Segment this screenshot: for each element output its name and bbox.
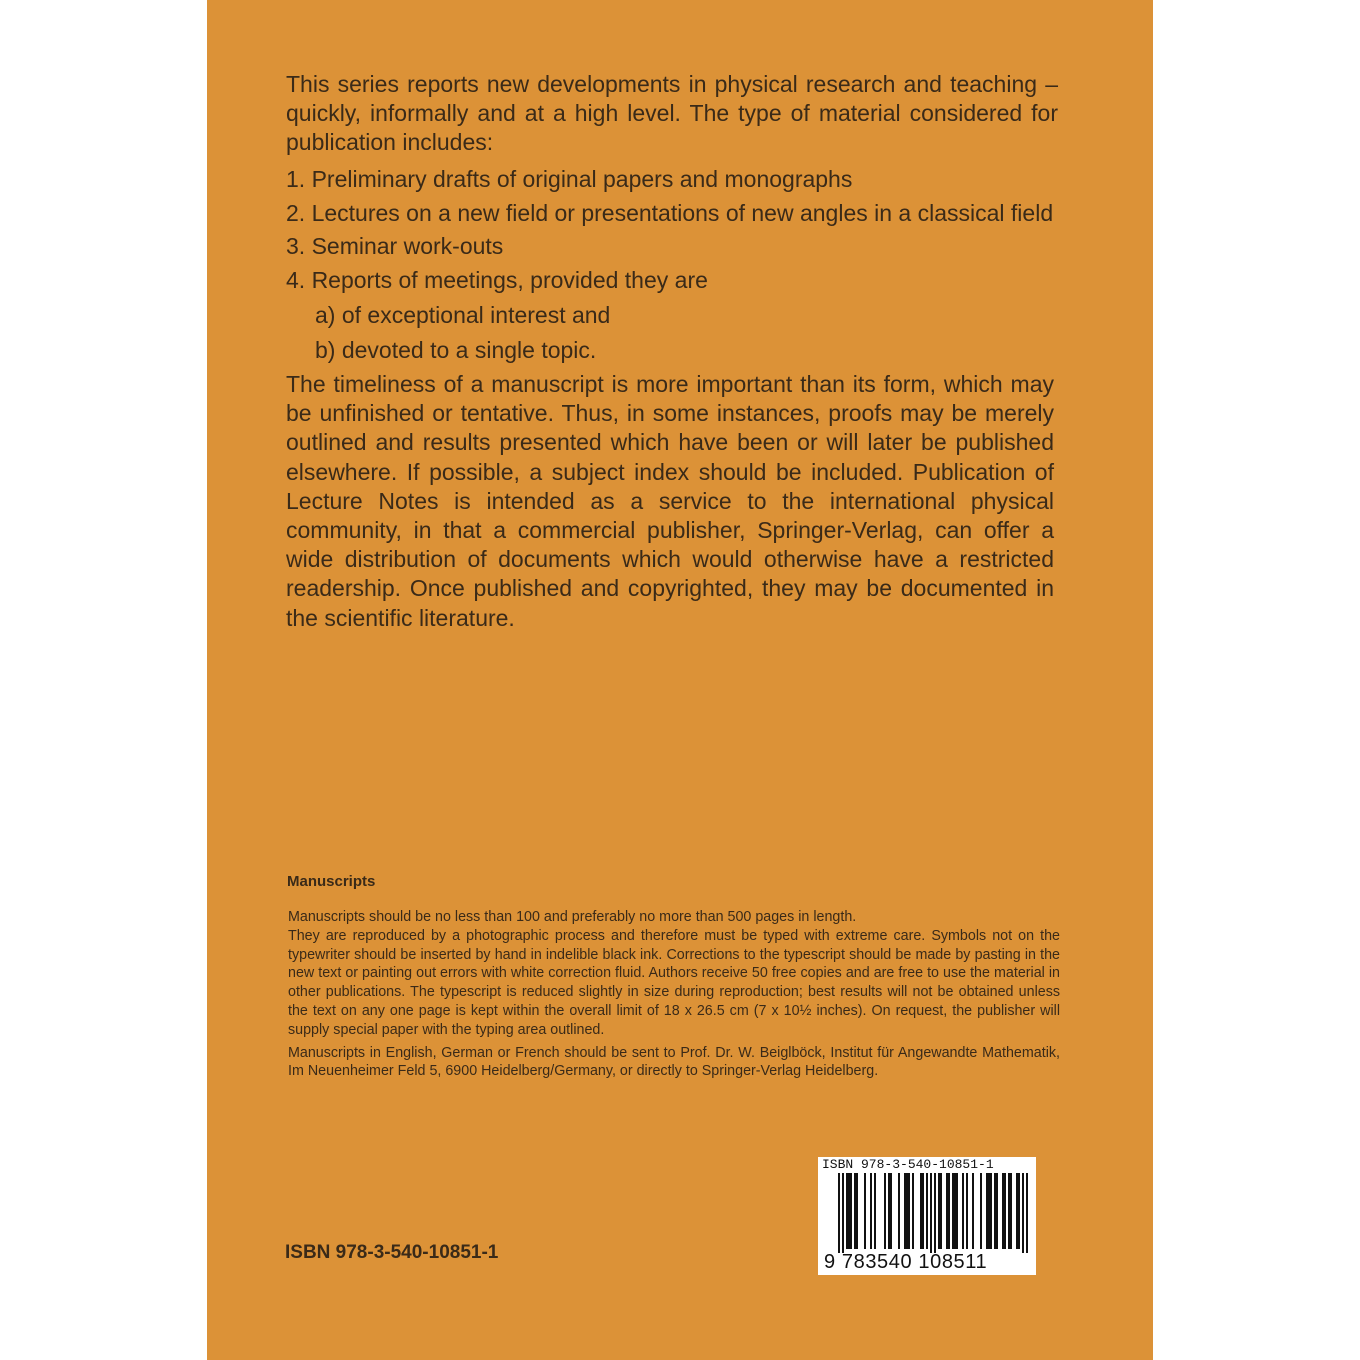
manuscripts-section <box>288 908 1060 1081</box>
barcode-bar <box>904 1173 910 1249</box>
manuscripts-typing-text: They are reproduced by a photographic process and therefore must be typed with extreme care. Symbols not on the typewriter should be inserted by hand in indelible black ink. Corrections to the typescript should be made by pasting in the new text or painting out errors with white correction fluid. Authors receive 50 free copies and are free to use the material in other publications. The typescript is reduced slightly in size during reproduction; best results will not be obtained unless the text on any one page is kept within the overall limit of 18 x 26.5 cm (7 x 10½ inches). On request, the publisher will supply special paper with the typing area outlined. <box>288 927 1060 1038</box>
intro-paragraph <box>286 70 1058 157</box>
barcode-bar <box>980 1173 982 1249</box>
barcode-digits: 9 783540 108511 <box>824 1251 988 1273</box>
body-text: The timeliness of a manuscript is more important than its form, which may be unfinished or tentative. Thus, in some instances, proofs may be merely outlined and results presented which have been or will later be published elsewhere. If possible, a subject index should be included. Publication of Lecture Notes is intended as a service to the international physical community, in that a commercial publisher, Springer-Verlag, can offer a wide distribution of documents which would otherwise have a restricted readership. Once published and copyrighted, they may be documented in the scientific literature. <box>286 371 1054 631</box>
barcode-bar <box>926 1173 928 1249</box>
barcode-bars <box>818 1173 1036 1253</box>
barcode-bar <box>920 1173 924 1249</box>
isbn-text: ISBN 978-3-540-10851-1 <box>285 1242 499 1263</box>
intro-text: This series reports new developments in physical research and teaching – quickly, informally and at a high level. The type of material considered for publication includes: <box>286 71 1058 155</box>
barcode-bar <box>838 1173 840 1253</box>
manuscripts-length-text: Manuscripts should be no less than 100 and preferably no more than 500 pages in length. <box>288 909 857 925</box>
list-item: 1. Preliminary drafts of original papers and monographs <box>286 166 853 192</box>
list-item: 4. Reports of meetings, provided they are <box>286 267 708 293</box>
barcode-bar <box>1002 1173 1006 1249</box>
barcode-bar <box>854 1173 858 1249</box>
list-item: 2. Lectures on a new field or presentations of new angles in a classical field <box>286 200 1054 226</box>
barcode-bar <box>1022 1173 1024 1253</box>
body-paragraph <box>286 370 1054 633</box>
barcode-bar <box>864 1173 866 1249</box>
barcode-bar <box>966 1173 968 1249</box>
barcode-bar <box>986 1173 992 1249</box>
manuscripts-address-text: Manuscripts in English, German or French should be sent to Prof. Dr. W. Beiglböck, Institut für Angewandte Mathematik, Im Neuenheimer Feld 5, 6900 Heidelberg/Germany, or directly to Springer-Verlag Heidelberg. <box>288 1044 1060 1080</box>
barcode-bar <box>884 1173 886 1249</box>
barcode-bar <box>994 1173 998 1249</box>
manuscripts-heading: Manuscripts <box>287 873 376 890</box>
barcode-bar <box>842 1173 844 1253</box>
barcode-bar <box>946 1173 950 1249</box>
barcode-bar <box>898 1173 900 1249</box>
barcode-bar <box>1026 1173 1028 1253</box>
barcode-bar <box>938 1173 942 1249</box>
barcode-bar <box>934 1173 936 1253</box>
barcode-bar <box>1016 1173 1020 1249</box>
barcode-bar <box>870 1173 872 1249</box>
barcode-bar <box>962 1173 964 1249</box>
barcode-bar <box>972 1173 974 1249</box>
list-item: 3. Seminar work-outs <box>286 233 504 259</box>
barcode-bar <box>874 1173 876 1249</box>
barcode-bar <box>846 1173 852 1249</box>
barcode <box>818 1157 1036 1275</box>
barcode-bar <box>952 1173 958 1249</box>
sublist-item: b) devoted to a single topic. <box>315 337 597 363</box>
barcode-bar <box>1008 1173 1012 1249</box>
barcode-bar <box>930 1173 932 1253</box>
sublist-item: a) of exceptional interest and <box>315 302 611 328</box>
barcode-bar <box>888 1173 892 1249</box>
barcode-isbn-label: ISBN 978-3-540-10851-1 <box>822 1157 994 1172</box>
barcode-bar <box>912 1173 914 1249</box>
